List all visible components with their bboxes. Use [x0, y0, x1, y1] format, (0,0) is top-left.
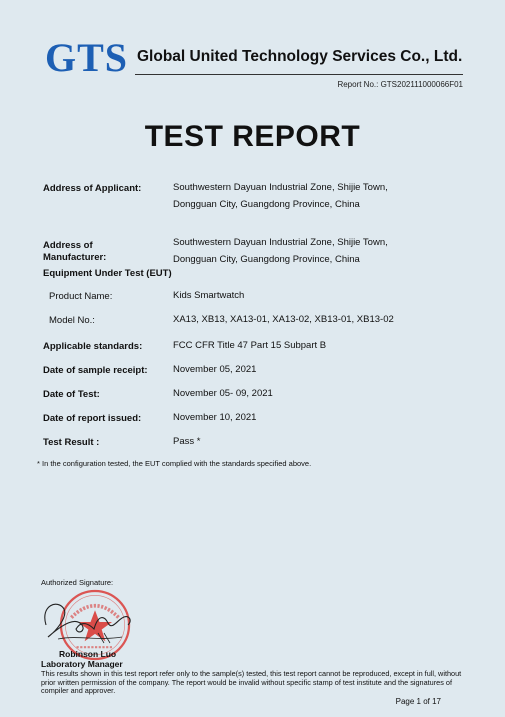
manufacturer-label-line2: Manufacturer:: [43, 252, 107, 263]
company-name: Global United Technology Services Co., Ltd.: [137, 48, 463, 65]
model-value: XA13, XB13, XA13-01, XA13-02, XB13-01, XB13-02: [173, 314, 394, 325]
sample-receipt-value: November 05, 2021: [173, 364, 257, 375]
test-result-value: Pass *: [173, 436, 201, 447]
page-title: TEST REPORT: [144, 120, 361, 153]
report-issued-value: November 10, 2021: [173, 412, 257, 423]
model-label: Model No.:: [49, 315, 95, 326]
footer-disclaimer: This results shown in this test report refer only to the sample(s) tested, this test report cannot be reproduced, except in full, without prior written permission of the company. The report would be invalid without specific stamp of test institute and the signatures of compiler and approver.: [41, 669, 462, 696]
standards-label: Applicable standards:: [43, 341, 143, 352]
manufacturer-label-line1: Address of: [43, 240, 93, 251]
manufacturer-address: [173, 234, 388, 268]
test-date-label: Date of Test:: [43, 389, 100, 400]
signer-title: Laboratory Manager: [41, 659, 123, 669]
compliance-note: * In the configuration tested, the EUT complied with the standards specified above.: [37, 459, 312, 468]
test-result-label: Test Result :: [43, 437, 100, 448]
report-issued-label: Date of report issued:: [43, 413, 142, 424]
report-number: Report No.: GTS202111000066F01: [337, 80, 463, 89]
manufacturer-label: [43, 240, 106, 264]
applicant-address-line1: Southwestern Dayuan Industrial Zone, Shijie Town,: [173, 182, 388, 193]
applicant-label: Address of Applicant:: [43, 183, 142, 194]
signer-name: Robinson Luo: [59, 649, 117, 659]
authorized-signature-label: Authorized Signature:: [41, 578, 114, 587]
company-logo: GTS: [45, 35, 129, 80]
manufacturer-address-line1: Southwestern Dayuan Industrial Zone, Shijie Town,: [173, 237, 388, 248]
manufacturer-address-line2: Dongguan City, Guangdong Province, China: [173, 254, 360, 265]
page-number: Page 1 of 17: [395, 697, 441, 706]
standards-value: FCC CFR Title 47 Part 15 Subpart B: [173, 340, 327, 351]
sample-receipt-label: Date of sample receipt:: [43, 365, 148, 376]
test-date-value: November 05- 09, 2021: [173, 388, 273, 399]
product-name-value: Kids Smartwatch: [173, 290, 245, 301]
product-name-label: Product Name:: [49, 291, 113, 302]
handwritten-signature: [38, 595, 138, 650]
header-divider: [135, 74, 463, 75]
applicant-address: [173, 179, 388, 213]
applicant-address-line2: Dongguan City, Guangdong Province, China: [173, 199, 360, 210]
eut-label: Equipment Under Test (EUT): [43, 268, 172, 279]
